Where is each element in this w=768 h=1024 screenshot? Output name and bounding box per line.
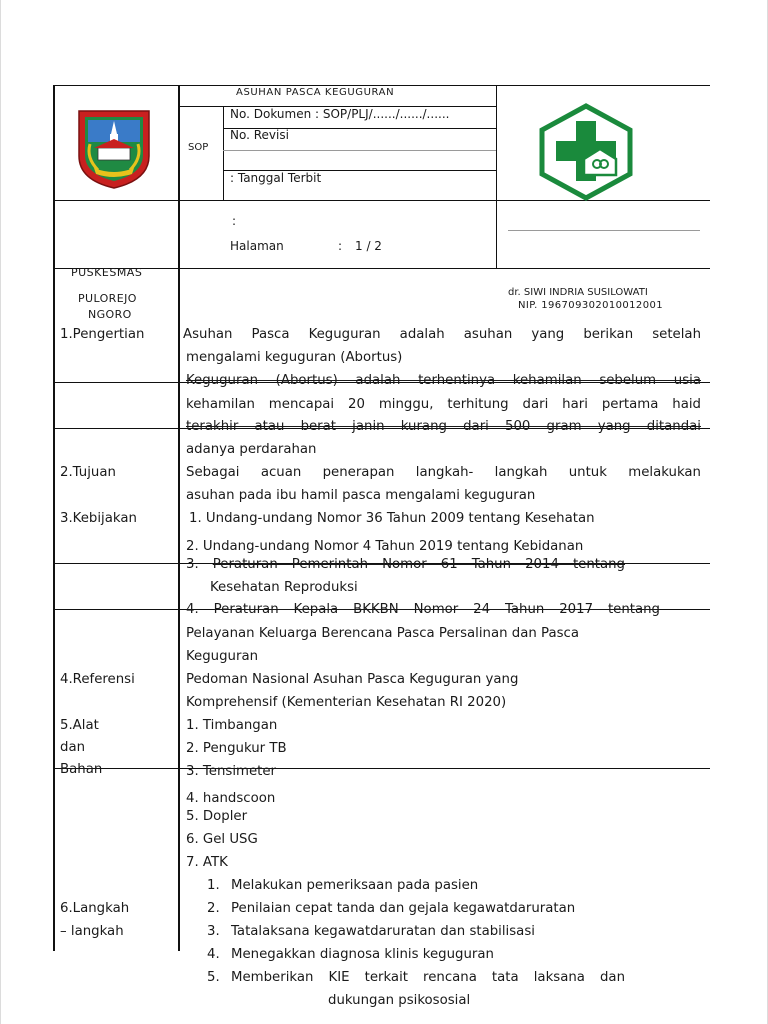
list-number: 1. xyxy=(189,511,202,526)
pengertian-line-4: kehamilan mencapai 20 minggu, terhitung dari hari pertama haid xyxy=(186,397,701,412)
header-col-sop xyxy=(223,106,224,200)
list-number: 3. xyxy=(186,557,199,572)
puskesmas-cross-logo xyxy=(538,103,634,201)
kebijakan-item-1 xyxy=(189,511,595,526)
langkah-item-5-cont: dukungan psikososial xyxy=(328,993,471,1008)
alat-item-7 xyxy=(186,855,228,870)
list-text: Undang-undang Nomor 36 Tahun 2009 tentang Kesehatan xyxy=(205,511,595,526)
label-alat-dan: dan xyxy=(60,740,86,755)
date-colon: : xyxy=(232,214,237,228)
list-text: ATK xyxy=(202,855,228,870)
referensi-line-1: Pedoman Nasional Asuhan Pasca Keguguran yang xyxy=(186,672,519,687)
langkah-item-3 xyxy=(207,924,535,939)
pengertian-line-3: Keguguran (Abortus) adalah terhentinya kehamilan sebelum usia xyxy=(186,373,701,388)
referensi-line-2: Komprehensif (Kementerian Kesehatan RI 2020) xyxy=(186,695,507,710)
list-number: 4. xyxy=(186,602,199,617)
header-row-rev xyxy=(223,150,496,151)
list-text: handscoon xyxy=(202,791,276,806)
kebijakan-item-3-cont: Kesehatan Reproduksi xyxy=(210,580,358,595)
tujuan-line-2: asuhan pada ibu hamil pasca mengalami keguguran xyxy=(186,488,536,503)
header-row-halaman xyxy=(53,268,710,269)
signatory-nip: NIP. 196709302010012001 xyxy=(518,300,663,311)
list-number: 2. xyxy=(186,539,199,554)
list-number: 1. xyxy=(207,878,220,893)
page-label: Halaman xyxy=(230,239,284,253)
document-title: ASUHAN PASCA KEGUGURAN xyxy=(236,87,395,98)
list-number: 3. xyxy=(186,764,199,779)
list-text: Penilaian cepat tanda dan gejala kegawatdaruratan xyxy=(231,901,576,916)
page-value: 1 / 2 xyxy=(355,239,382,253)
label-alat-bahan: Bahan xyxy=(60,762,103,777)
puskesmas-location: PULOREJO xyxy=(78,292,137,305)
table-border-left xyxy=(53,85,55,951)
label-alat: 5.Alat xyxy=(60,718,99,733)
page-colon: : xyxy=(338,239,343,253)
label-kebijakan: 3.Kebijakan xyxy=(60,511,137,526)
alat-item-6 xyxy=(186,832,258,847)
langkah-item-4 xyxy=(207,947,494,962)
kebijakan-item-2 xyxy=(186,539,583,554)
signatory-name: dr. SIWI INDRIA SUSILOWATI xyxy=(508,287,648,298)
pengertian-line-2: mengalami keguguran (Abortus) xyxy=(186,350,403,365)
list-number: 5. xyxy=(186,809,199,824)
list-number: 2. xyxy=(207,901,220,916)
list-text: Memberikan KIE terkait rencana tata laksana dan xyxy=(231,970,625,985)
list-number: 4. xyxy=(186,791,199,806)
list-text: Undang-undang Nomor 4 Tahun 2019 tentang Kebidanan xyxy=(202,539,584,554)
row-line-5 xyxy=(53,768,710,769)
kebijakan-item-4-cont: Pelayanan Keluarga Berencana Pasca Persalinan dan Pasca xyxy=(186,626,579,641)
puskesmas-district: NGORO xyxy=(88,308,132,321)
list-number: 5. xyxy=(207,970,220,985)
label-tujuan: 2.Tujuan xyxy=(60,465,116,480)
list-number: 3. xyxy=(207,924,220,939)
label-langkah-2: – langkah xyxy=(60,924,124,939)
alat-item-5 xyxy=(186,809,247,824)
pengertian-line-1: Asuhan Pasca Keguguran adalah asuhan yang berikan setelah xyxy=(183,327,701,342)
regional-crest-logo xyxy=(76,108,152,190)
tujuan-line-1: Sebagai acuan penerapan langkah- langkah untuk melakukan xyxy=(186,465,701,480)
list-text: Peraturan Kepala BKKBN Nomor 24 Tahun 2017 tentang xyxy=(213,602,660,617)
list-number: 1. xyxy=(186,718,199,733)
list-number: 4. xyxy=(207,947,220,962)
kebijakan-item-4 xyxy=(186,602,660,617)
list-number: 2. xyxy=(186,741,199,756)
langkah-item-1 xyxy=(207,878,478,893)
list-text: Gel USG xyxy=(202,832,258,847)
list-text: Timbangan xyxy=(202,718,278,733)
header-col-logo xyxy=(496,85,497,269)
signature-line xyxy=(508,230,700,231)
alat-item-2 xyxy=(186,741,287,756)
list-number: 7. xyxy=(186,855,199,870)
label-pengertian: 1.Pengertian xyxy=(60,327,145,342)
pengertian-line-5: terakhir atau berat janin kurang dari 500 gram yang ditandai xyxy=(186,419,701,434)
list-text: Peraturan Pemerintah Nomor 61 Tahun 2014 tentang xyxy=(212,557,626,572)
label-referensi: 4.Referensi xyxy=(60,672,135,687)
alat-item-1 xyxy=(186,718,277,733)
list-text: Tensimeter xyxy=(202,764,277,779)
issue-date-field: : Tanggal Terbit xyxy=(230,171,322,185)
kebijakan-item-3 xyxy=(186,557,625,572)
table-border-top xyxy=(53,85,710,86)
pengertian-line-6: adanya perdarahan xyxy=(186,442,317,457)
sop-label: SOP xyxy=(188,142,209,153)
doc-number-field: No. Dokumen : SOP/PLJ/....../....../...... xyxy=(230,107,450,121)
list-text: Melakukan pemeriksaan pada pasien xyxy=(231,878,479,893)
list-text: Tatalaksana kegawatdaruratan dan stabilisasi xyxy=(231,924,535,939)
langkah-item-2 xyxy=(207,901,575,916)
langkah-item-5 xyxy=(207,970,625,985)
list-text: Pengukur TB xyxy=(202,741,287,756)
alat-item-4 xyxy=(186,791,275,806)
label-langkah: 6.Langkah xyxy=(60,901,130,916)
table-border-col2 xyxy=(178,85,180,951)
revision-field: No. Revisi xyxy=(230,128,289,142)
list-number: 6. xyxy=(186,832,199,847)
puskesmas-name: PUSKESMAS xyxy=(71,266,143,279)
list-text: Menegakkan diagnosa klinis keguguran xyxy=(231,947,494,962)
kebijakan-item-4-cont2: Keguguran xyxy=(186,649,259,664)
list-text: Dopler xyxy=(202,809,248,824)
alat-item-3 xyxy=(186,764,276,779)
